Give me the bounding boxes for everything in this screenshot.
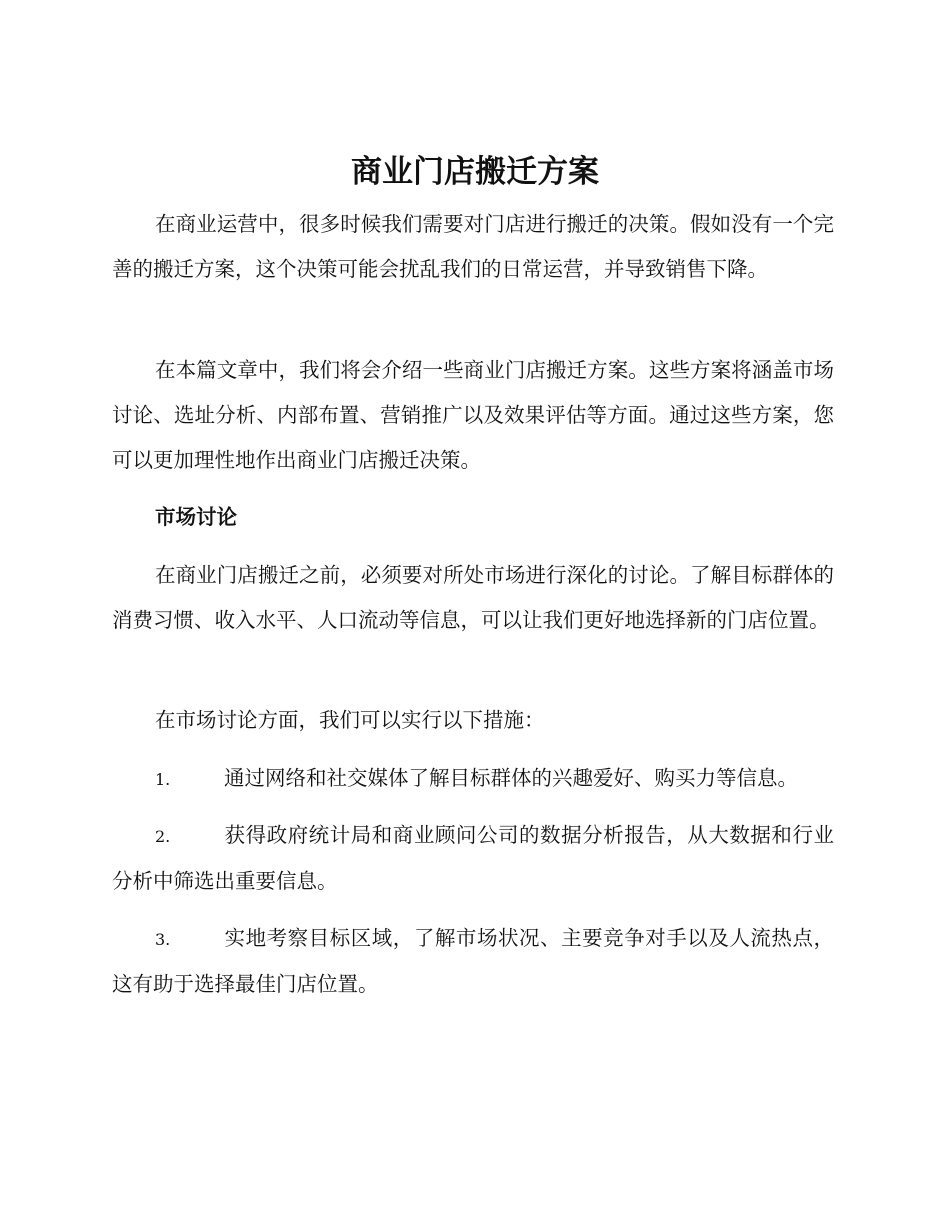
intro-paragraph-1: 在商业运营中，很多时候我们需要对门店进行搬迁的决策。假如没有一个完善的搬迁方案，这个决策可能会扰乱我们的日常运营，并导致销售下降。	[112, 212, 834, 281]
list-item-number: 1.	[155, 770, 171, 789]
list-item-number: 3.	[155, 930, 171, 949]
page-title: 商业门店搬迁方案	[351, 154, 599, 190]
list-item-text: 获得政府统计局和商业顾问公司的数据分析报告，从大数据和行业分析中筛选出重要信息。	[112, 823, 834, 893]
list-item-text: 实地考察目标区域，了解市场状况、主要竞争对手以及人流热点，这有助于选择最佳门店位置。	[112, 926, 834, 996]
list-item-text: 通过网络和社交媒体了解目标群体的兴趣爱好、购买力等信息。	[224, 766, 798, 790]
list-item-number: 2.	[155, 827, 171, 846]
intro-paragraph-2: 在本篇文章中，我们将会介绍一些商业门店搬迁方案。这些方案将涵盖市场讨论、选址分析、内部布置、营销推广以及效果评估等方面。通过这些方案，您可以更加理性地作出商业门店搬迁决策。	[112, 358, 834, 472]
list-item	[112, 756, 834, 802]
list-item	[112, 813, 834, 904]
list-item	[112, 916, 834, 1007]
section-heading: 市场讨论	[155, 505, 237, 529]
section-paragraph-2: 在市场讨论方面，我们可以实行以下措施：	[155, 708, 545, 732]
section-paragraph-1: 在商业门店搬迁之前，必须要对所处市场进行深化的讨论。了解目标群体的消费习惯、收入水平、人口流动等信息，可以让我们更好地选择新的门店位置。	[112, 563, 834, 632]
